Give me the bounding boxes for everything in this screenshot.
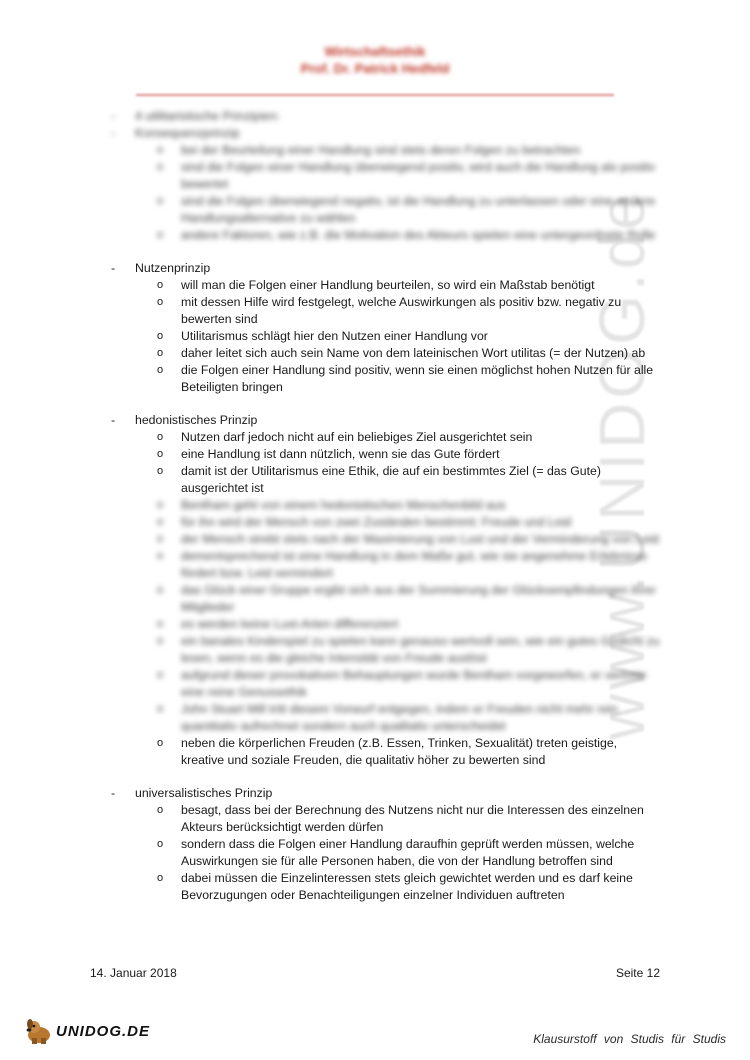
list-subitem: o besagt, dass bei der Berechnung des Nutzens nicht nur die Interessen des einzelnen Akteurs berücksichtigt werden dürfen bbox=[0, 802, 750, 836]
list-item: - hedonistisches Prinzip bbox=[111, 413, 258, 427]
list-heading: Nutzenprinzip bbox=[135, 261, 211, 275]
logo-text: UNIDOG.DE bbox=[56, 1022, 151, 1040]
list-subitem: o andere Faktoren, wie z.B. die Motivation des Akteurs spielen eine untergeordnete Rolle bbox=[0, 227, 750, 244]
list-subitem: o die Folgen einer Handlung sind positiv, wenn sie einen möglichst hohen Nutzen für alle Beteiligten bringen bbox=[0, 362, 750, 396]
section-konsequenzprinzip bbox=[0, 108, 750, 244]
list-heading: 4 utilitaristische Prinzipien: bbox=[135, 109, 280, 123]
list-subitem: o das Glück einer Gruppe ergibt sich aus der Summierung der Glücksempfindungen ihrer Mitglieder bbox=[0, 582, 750, 616]
list-subitem: o mit dessen Hilfe wird festgelegt, welche Auswirkungen als positiv bzw. negativ zu bewerten sind bbox=[0, 294, 750, 328]
list-subitem: o daher leitet sich auch sein Name von dem lateinischen Wort utilitas (= der Nutzen) ab bbox=[0, 345, 750, 362]
header-divider bbox=[136, 94, 614, 96]
list-item: - Nutzenprinzip bbox=[111, 261, 211, 275]
list-subitem: o dementsprechend ist eine Handlung in dem Maße gut, wie sie angenehme Erlebnisse fördert bzw. Leid vermindert bbox=[0, 548, 750, 582]
list-subitem: o Utilitarismus schlägt hier den Nutzen einer Handlung vor bbox=[0, 328, 750, 345]
list-subitem: o aufgrund dieser provokativen Behauptungen wurde Bentham vorgeworfen, er vertrete eine reine Genussethik bbox=[0, 667, 750, 701]
list-subitem: o für ihn wird der Mensch von zwei Zuständen bestimmt: Freude und Leid bbox=[0, 514, 750, 531]
list-subitem: o Nutzen darf jedoch nicht auf ein beliebiges Ziel ausgerichtet sein bbox=[0, 429, 750, 446]
list-subitem: o sind die Folgen überwiegend negativ, ist die Handlung zu unterlassen oder eine andere Handlungsalternative zu wählen bbox=[0, 193, 750, 227]
footer-date: 14. Januar 2018 bbox=[90, 966, 177, 980]
dog-icon bbox=[24, 1016, 54, 1046]
list-item: - Konsequenzprinzip bbox=[111, 126, 240, 140]
unidog-logo[interactable] bbox=[24, 1016, 150, 1046]
list-subitem: o ein banales Kinderspiel zu spielen kann genauso wertvoll sein, wie ein gutes Gedicht zu lesen, wenn es die gleiche Intensität von Freude auslöst bbox=[0, 633, 750, 667]
list-subitem: o dabei müssen die Einzelinteressen stets gleich gewichtet werden und es darf keine Bevorzugungen oder Benachteiligungen einzelner Individuen auftreten bbox=[0, 870, 750, 904]
list-heading: Konsequenzprinzip bbox=[135, 126, 240, 140]
watermark: www.UNIDOG.de bbox=[586, 190, 658, 740]
list-subitem: o es werden keine Lust-Arten differenziert bbox=[0, 616, 750, 633]
list-item: - universalistisches Prinzip bbox=[111, 786, 273, 800]
list-subitem: o bei der Beurteilung einer Handlung sind stets deren Folgen zu betrachten bbox=[0, 142, 750, 159]
list-subitem: o damit ist der Utilitarismus eine Ethik, die auf ein bestimmtes Ziel (= das Gute) ausgerichtet ist bbox=[0, 463, 750, 497]
tagline: Klausurstoff von Studis für Studis bbox=[533, 1032, 726, 1046]
professor-name: Prof. Dr. Patrick Hedfeld bbox=[300, 61, 450, 76]
document-body bbox=[0, 108, 750, 920]
list-heading: universalistisches Prinzip bbox=[135, 786, 273, 800]
list-subitem: o sondern dass die Folgen einer Handlung daraufhin geprüft werden müssen, welche Auswirkungen sie für alle Personen haben, die von der Handlung betroffen sind bbox=[0, 836, 750, 870]
list-subitem: o der Mensch strebt stets nach der Maximierung von Lust und der Verminderung von Leid bbox=[0, 531, 750, 548]
list-subitem: o sind die Folgen einer Handlung überwiegend positiv, wird auch die Handlung als positiv bewertet bbox=[0, 159, 750, 193]
document-header bbox=[0, 43, 750, 77]
section-universalistisches-prinzip bbox=[0, 785, 750, 904]
page-number: Seite 12 bbox=[615, 966, 660, 980]
list-heading: hedonistisches Prinzip bbox=[135, 413, 258, 427]
section-nutzenprinzip bbox=[0, 260, 750, 396]
list-subitem: o will man die Folgen einer Handlung beurteilen, so wird ein Maßstab benötigt bbox=[0, 277, 750, 294]
list-subitem: o neben die körperlichen Freuden (z.B. Essen, Trinken, Sexualität) treten geistige, kreative und soziale Freuden, die qualitativ höher zu bewerten sind bbox=[0, 735, 750, 769]
list-subitem: o eine Handlung ist dann nützlich, wenn sie das Gute fördert bbox=[0, 446, 750, 463]
list-item: - 4 utilitaristische Prinzipien: bbox=[111, 109, 280, 123]
list-subitem: o Bentham geht von einem hedonistischen Menschenbild aus bbox=[0, 497, 750, 514]
list-subitem: o John Stuart Mill tritt diesem Vorwurf entgegen, indem er Freuden nicht mehr rein quantitativ aufrechnet sondern auch qualitativ unterscheidet bbox=[0, 701, 750, 735]
course-title: Wirtschaftsethik bbox=[324, 44, 426, 59]
